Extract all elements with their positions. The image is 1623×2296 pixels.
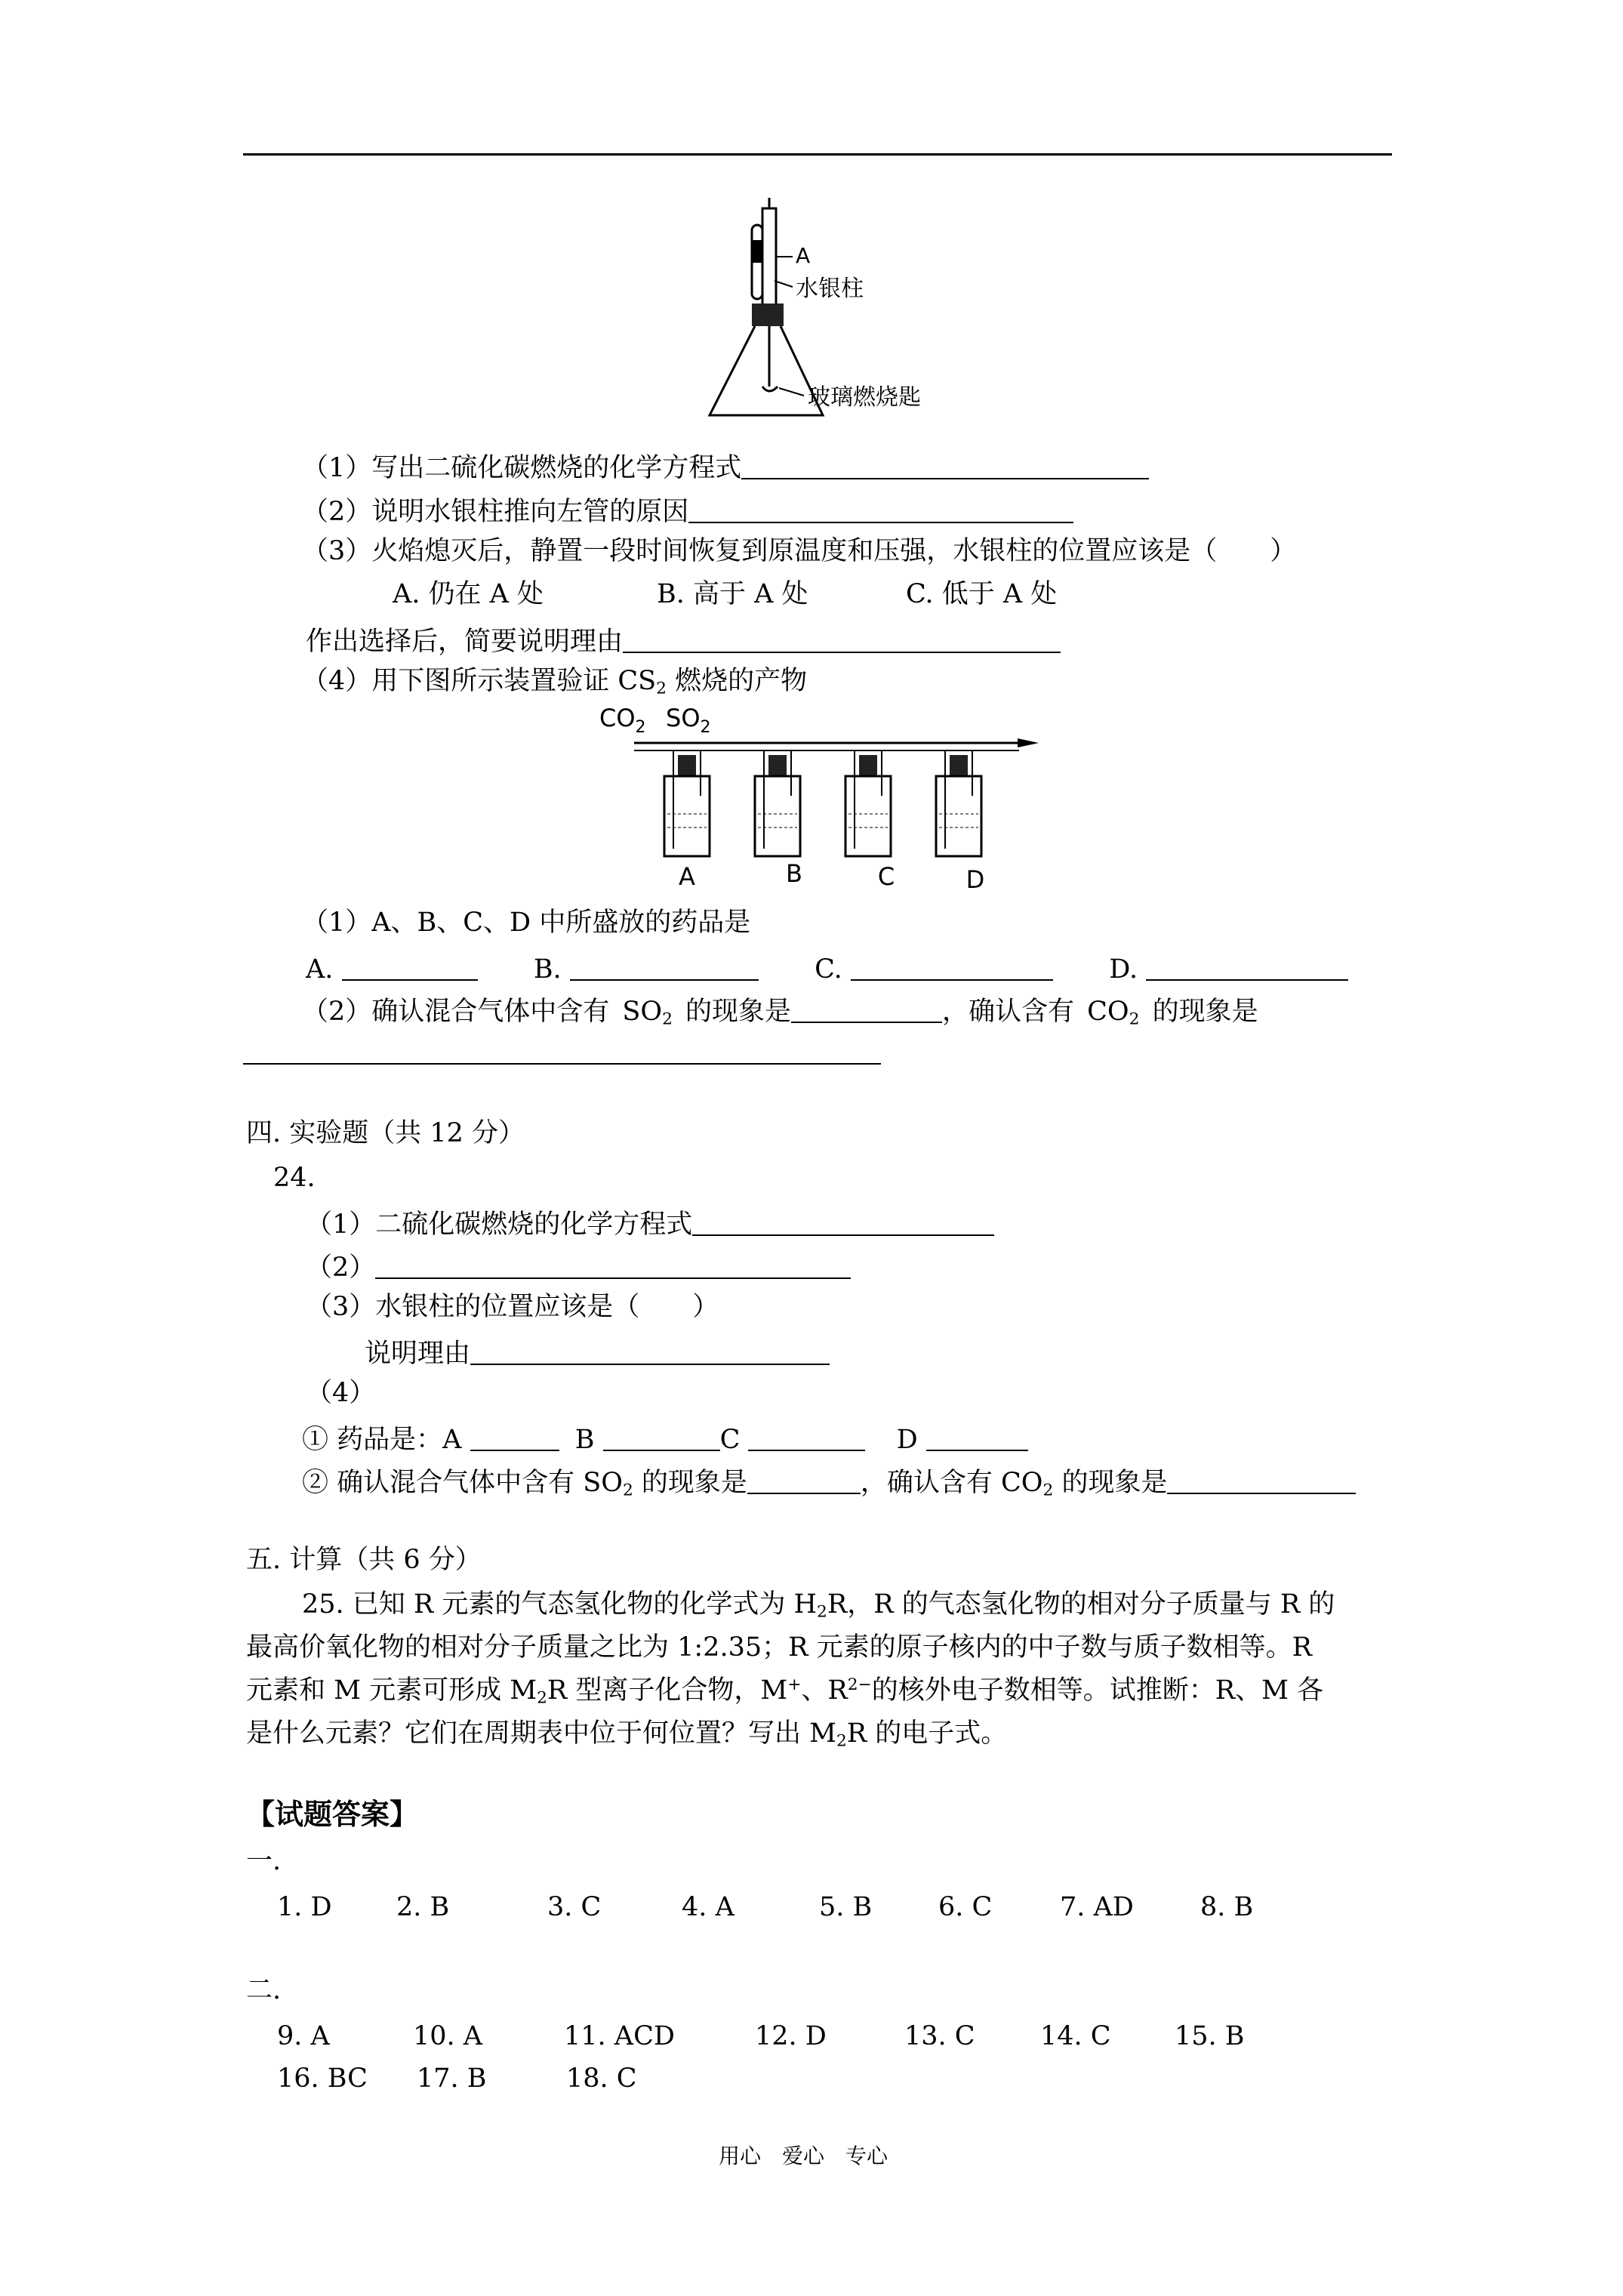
q23-option-b: B. 高于 A 处 <box>657 579 808 609</box>
answer-12: 12. D <box>755 2021 827 2051</box>
figure1-label-a: A <box>796 243 811 268</box>
q24-line2: （2） <box>306 1251 851 1281</box>
answer-blank[interactable] <box>623 625 1061 653</box>
q23-part1: （1）写出二硫化碳燃烧的化学方程式 <box>302 451 1149 482</box>
q23-part4: （4）用下图所示装置验证 $CS_2$ 燃烧的产物 <box>302 666 808 698</box>
answer-4: 4. A <box>682 1892 735 1922</box>
answer-blank[interactable] <box>1146 953 1348 981</box>
answer-blank[interactable] <box>375 1251 851 1279</box>
answer-blank[interactable] <box>926 1423 1028 1451</box>
answer-3: 3. C <box>547 1892 602 1922</box>
answers-heading: 【试题答案】 <box>246 1797 419 1831</box>
answer-10: 10. A <box>413 2021 483 2051</box>
q25-line2: 最高价氧化物的相对分子质量之比为 1:2.35；R 元素的原子核内的中子数与质子数相等。R <box>246 1632 1312 1663</box>
answer-11: 11. ACD <box>564 2021 675 2051</box>
q23-fill-row: A. B. C. D. <box>306 953 1348 983</box>
answer-blank-line[interactable] <box>243 1063 881 1065</box>
figure1-label-spoon: 玻璃燃烧匙 <box>808 384 921 411</box>
bottle-a <box>664 750 710 856</box>
q23-part3: （3）火焰熄灭后，静置一段时间恢复到原温度和压强，水银柱的位置应该是（ ） <box>302 536 1297 566</box>
q23-part2: （2）说明水银柱推向左管的原因 <box>302 495 1073 525</box>
answer-blank[interactable] <box>688 495 1073 523</box>
bottle-c <box>845 750 891 856</box>
answer-blank[interactable] <box>470 1423 559 1451</box>
q23-sub2: （2）确认混合气体中含有 $SO_2$ 的现象是 ，确认含有 $CO_2$ 的现象是 <box>302 997 1258 1029</box>
answer-blank[interactable] <box>692 1208 994 1236</box>
answer-2: 2. B <box>396 1892 450 1922</box>
bottle-label-c: C <box>877 862 895 891</box>
q24-line3b: 说明理由 <box>365 1337 830 1367</box>
bottle-label-d: D <box>965 865 985 894</box>
answer-14: 14. C <box>1040 2021 1111 2051</box>
answer-blank[interactable] <box>851 953 1053 981</box>
answer-13: 13. C <box>904 2021 975 2051</box>
answer-blank[interactable] <box>470 1337 830 1365</box>
gas-label-so2: $SO_2$ <box>666 704 711 737</box>
answer-8: 8. B <box>1200 1892 1254 1922</box>
answer-6: 6. C <box>938 1892 993 1922</box>
answer-16: 16. BC <box>277 2063 368 2094</box>
answer-9: 9. A <box>277 2021 330 2051</box>
answer-blank[interactable] <box>741 451 1149 479</box>
section5-heading: 五. 计算（共 6 分） <box>246 1545 482 1575</box>
gas-label-co2: $CO_2$ <box>599 704 646 737</box>
q24-line6: ② 确认混合气体中含有 $SO_2$ 的现象是 ，确认含有 $CO_2$ 的现象是 <box>302 1466 1356 1496</box>
q23-sub1: （1）A、B、C、D 中所盛放的药品是 <box>302 908 751 938</box>
q25-line3: 元素和 M 元素可形成 $M_2R$ 型离子化合物，M+、$R^{2-}$的核外电子数相等。试推断：R、M 各 <box>246 1675 1324 1708</box>
answer-blank[interactable] <box>748 1423 865 1451</box>
answer-blank[interactable] <box>570 953 759 981</box>
q23-option-a: A. 仍在 A 处 <box>393 579 544 609</box>
answer-blank[interactable] <box>342 953 478 981</box>
answer-blank[interactable] <box>791 995 942 1023</box>
bottle-b <box>755 750 800 856</box>
header-rule <box>243 153 1392 156</box>
answer-7: 7. AD <box>1060 1892 1134 1922</box>
figure1-label-mercury: 水银柱 <box>796 276 864 302</box>
answer-1: 1. D <box>277 1892 332 1922</box>
bottle-label-a: A <box>679 862 695 891</box>
answer-17: 17. B <box>417 2063 487 2094</box>
answer-15: 15. B <box>1175 2021 1245 2051</box>
answer-blank[interactable] <box>747 1466 861 1494</box>
answers-part1-label: 一. <box>246 1846 282 1876</box>
flask-apparatus-figure <box>702 198 974 424</box>
answer-blank[interactable] <box>603 1423 720 1451</box>
q25-line1: 25. 已知 R 元素的气态氢化物的化学式为 $H_2R$，R 的气态氢化物的相对分子质量与 R 的 <box>302 1589 1335 1622</box>
answer-blank[interactable] <box>1167 1466 1356 1494</box>
answer-5: 5. B <box>819 1892 873 1922</box>
q23-option-c: C. 低于 A 处 <box>906 579 1058 609</box>
q24-line5: ① 药品是：A B C D <box>302 1423 1028 1453</box>
page-footer: 用心 爱心 专心 <box>719 2143 888 2168</box>
q24-line4: （4） <box>306 1378 376 1408</box>
section4-heading: 四. 实验题（共 12 分） <box>246 1118 525 1148</box>
bottle-label-b: B <box>786 859 802 888</box>
answers-part2-label: 二. <box>246 1975 282 2005</box>
q24-number: 24. <box>273 1163 316 1193</box>
answer-18: 18. C <box>566 2063 637 2094</box>
q25-line4: 是什么元素？它们在周期表中位于何位置？写出 $M_2R$ 的电子式。 <box>246 1718 1008 1751</box>
wash-bottles-figure <box>589 701 1042 897</box>
q24-line1: （1）二硫化碳燃烧的化学方程式 <box>306 1208 994 1238</box>
q24-line3: （3）水银柱的位置应该是（ ） <box>306 1292 719 1322</box>
bottle-d <box>936 750 981 856</box>
q23-reason: 作出选择后，简要说明理由 <box>306 625 1061 655</box>
